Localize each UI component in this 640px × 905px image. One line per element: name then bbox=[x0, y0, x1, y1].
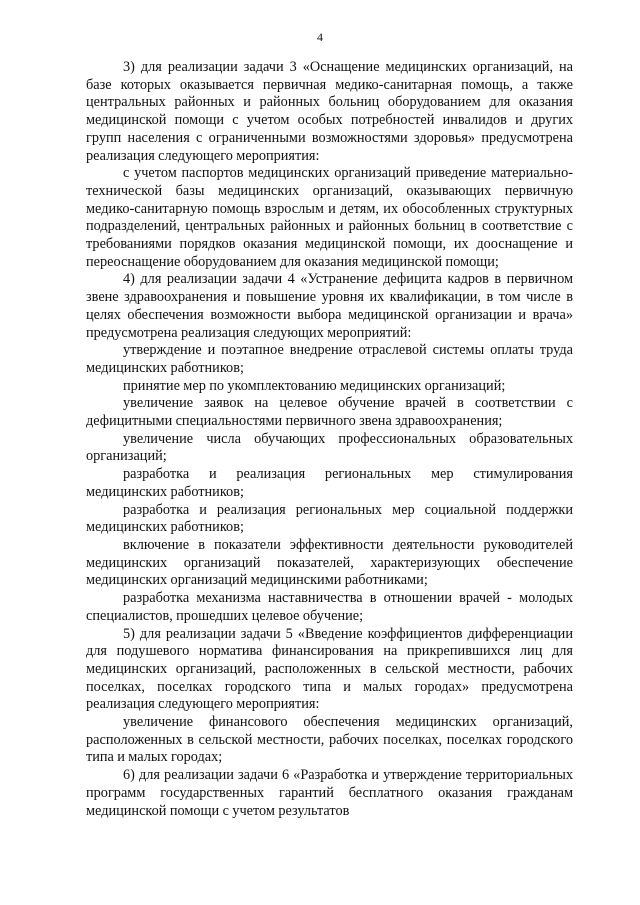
document-body bbox=[86, 59, 573, 820]
paragraph-task-3: 3) для реализации задачи 3 «Оснащение медицинских организаций, на базе которых оказывается первичная медико-санитарная помощь, а также центральных районных и районных больниц оборудованием для оказания медицинской помощи с учетом особых потребностей инвалидов и других групп населения с ограниченными возможностями здоровья» предусмотрена реализация следующего мероприятия: bbox=[86, 59, 573, 164]
paragraph-task-6: 6) для реализации задачи 6 «Разработка и утверждение территориальных программ государственных гарантий бесплатного оказания гражданам медицинской помощи с учетом результатов bbox=[86, 767, 573, 819]
paragraph-task-4: 4) для реализации задачи 4 «Устранение дефицита кадров в первичном звене здравоохранения и повышение уровня их квалификации, в том числе в целях обеспечения возможности выбора медицинской организации и врача» предусмотрена реализация следующих мероприятий: bbox=[86, 271, 573, 341]
paragraph-pay-system: утверждение и поэтапное внедрение отраслевой системы оплаты труда медицинских работников; bbox=[86, 342, 573, 376]
paragraph-performance-indicators: включение в показатели эффективности деятельности руководителей медицинских организаций показателей, характеризующих обеспечение медицинских организаций медицинскими работниками; bbox=[86, 536, 573, 589]
paragraph-staffing: принятие мер по укомплектованию медицинских организаций; bbox=[123, 377, 506, 394]
paragraph-task-5: 5) для реализации задачи 5 «Введение коэффициентов дифференциации для подушевого норматива финансирования на прикрепившихся лиц для медицинских организаций, расположенных в сельской местности, рабочих поселках, поселках городского типа и малых городах» предусмотрена реализация следующего мероприятия: bbox=[86, 625, 573, 713]
paragraph-mentoring: разработка механизма наставничества в отношении врачей - молодых специалистов, прошедших целевое обучение; bbox=[86, 590, 573, 624]
paragraph-funding-increase: увеличение финансового обеспечения медицинских организаций, расположенных в сельской местности, рабочих поселках, поселках городского типа и малых городах; bbox=[86, 714, 573, 766]
page-number: 4 bbox=[317, 30, 323, 44]
paragraph-incentive-measures: разработка и реализация региональных мер стимулирования медицинских работников; bbox=[86, 466, 573, 500]
paragraph-targeted-training: увеличение заявок на целевое обучение врачей в соответствии с дефицитными специальностями первичного звена здравоохранения; bbox=[86, 395, 573, 430]
paragraph-educational-organizations: увеличение числа обучающих профессиональных образовательных организаций; bbox=[86, 430, 573, 465]
paragraph-equipment-measure: с учетом паспортов медицинских организаций приведение материально-технической базы медицинских организаций, оказывающих первичную медико-санитарную помощь взрослым и детям, их обособленных структурных подразделений, центральных районных и районных больниц в соответствие с требованиями порядков оказания медицинской помощи, их дооснащение и переоснащение оборудованием для оказания медицинской помощи; bbox=[86, 165, 573, 270]
paragraph-social-support: разработка и реализация региональных мер социальной поддержки медицинских работников; bbox=[86, 501, 573, 536]
